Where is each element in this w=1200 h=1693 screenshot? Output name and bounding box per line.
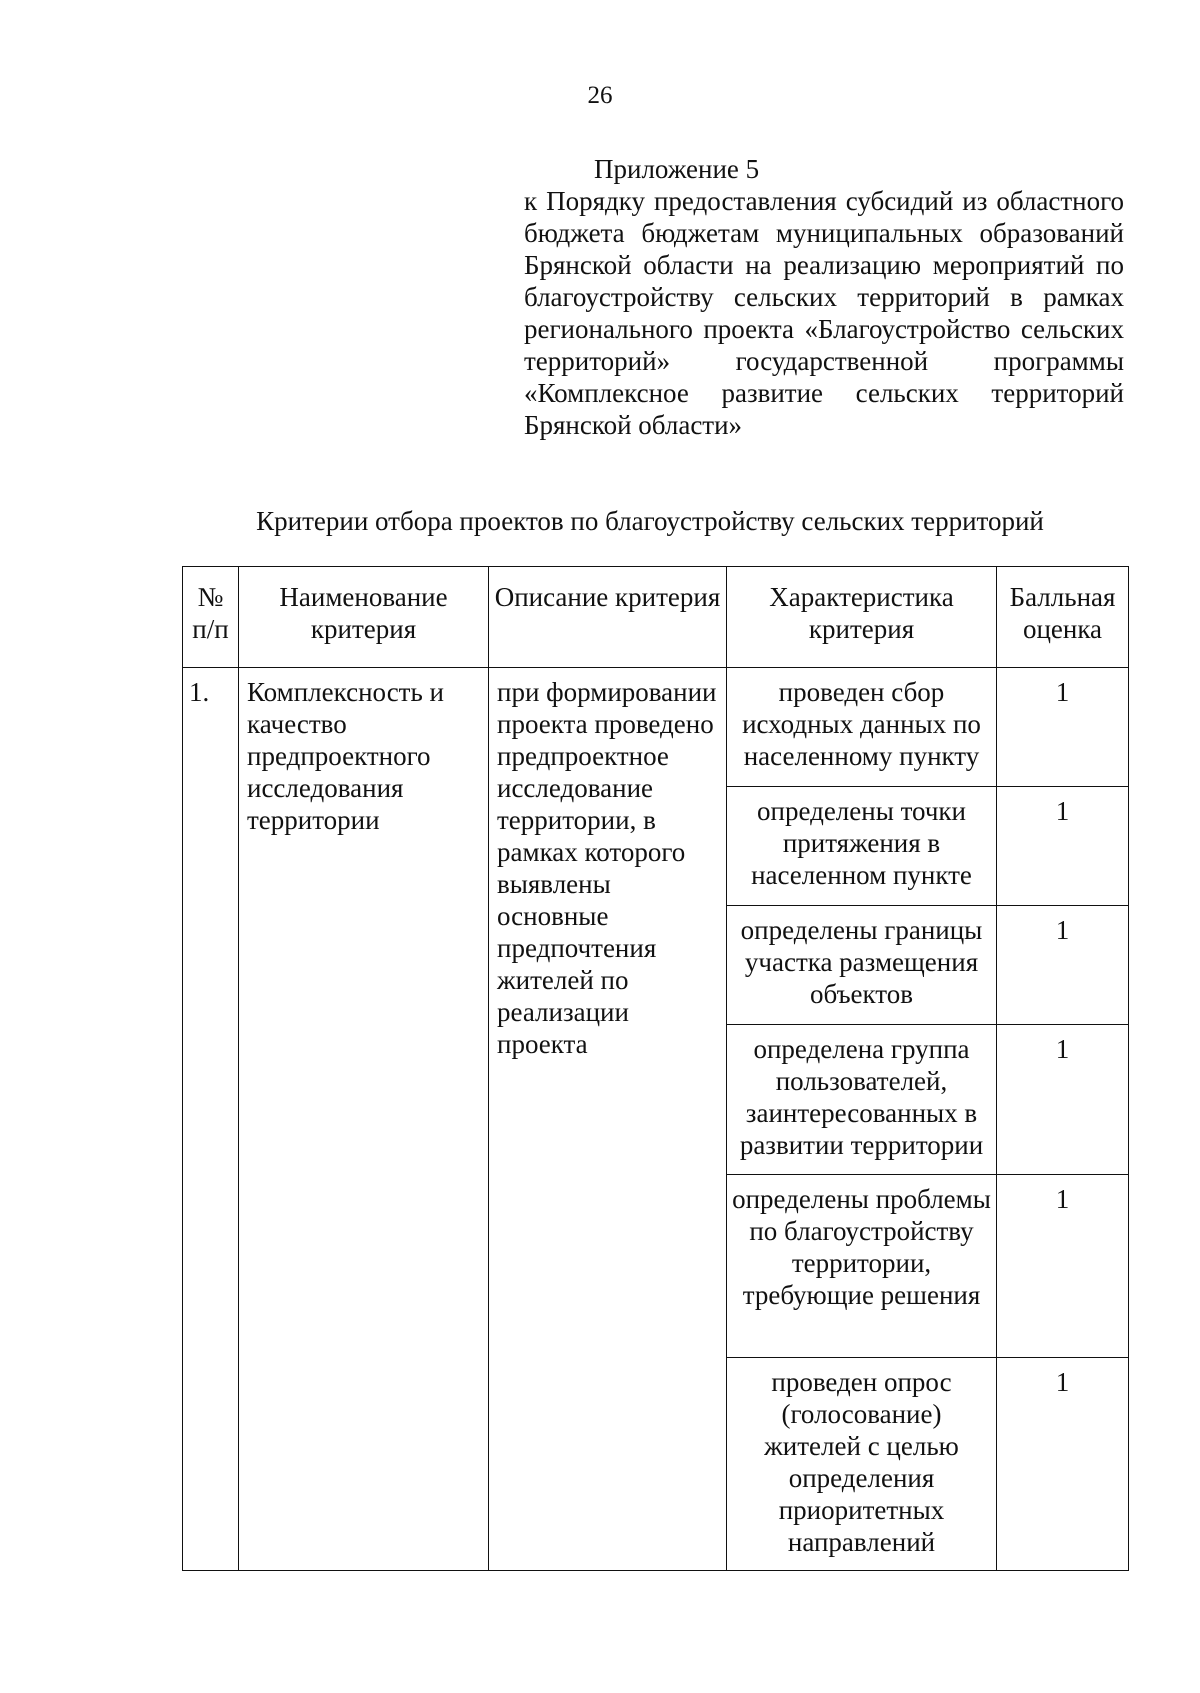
- score-cell: 1: [997, 906, 1129, 1025]
- characteristic-cell: проведен опрос (голосование) жителей с целью определения приоритетных направлений: [727, 1358, 997, 1571]
- table-row: [183, 668, 1129, 787]
- characteristic-cell: проведен сбор исходных данных по населенному пункту: [727, 668, 997, 787]
- characteristic-cell: определены точки притяжения в населенном пункте: [727, 787, 997, 906]
- score-cell: 1: [997, 1175, 1129, 1358]
- appendix-block: [524, 153, 1124, 441]
- characteristic-cell: определена группа пользователей, заинтересованных в развитии территории: [727, 1025, 997, 1175]
- score-cell: 1: [997, 787, 1129, 906]
- table-header-row: [183, 567, 1129, 668]
- header-number: № п/п: [183, 567, 239, 668]
- header-characteristic: Характеристика критерия: [727, 567, 997, 668]
- characteristic-cell: определены границы участка размещения объектов: [727, 906, 997, 1025]
- appendix-title: Приложение 5: [594, 154, 760, 184]
- header-name: Наименование критерия: [239, 567, 489, 668]
- header-description: Описание критерия: [489, 567, 727, 668]
- page-number: 26: [587, 82, 613, 109]
- document-title: Критерии отбора проектов по благоустройству сельских территорий: [256, 506, 1044, 536]
- criterion-name: Комплексность и качество предпроектного исследования территории: [239, 668, 489, 1571]
- score-cell: 1: [997, 668, 1129, 787]
- criterion-number: 1.: [183, 668, 239, 1571]
- appendix-text: к Порядку предоставления субсидий из областного бюджета бюджетам муниципальных образований Брянской области на реализацию мероприятий по благоустройству сельских территорий в рамках регионального проекта «Благоустройство сельских территорий» государственной программы «Комплексное развитие сельских территорий Брянской области»: [524, 186, 1124, 440]
- criterion-description: при формировании проекта проведено предпроектное исследование территории, в рамках которого выявлены основные предпочтения жителей по реализации проекта: [489, 668, 727, 1571]
- header-score: Балльная оценка: [997, 567, 1129, 668]
- score-cell: 1: [997, 1025, 1129, 1175]
- characteristic-cell: определены проблемы по благоустройству территории, требующие решения: [727, 1175, 997, 1358]
- score-cell: 1: [997, 1358, 1129, 1571]
- criteria-table: [182, 566, 1129, 1571]
